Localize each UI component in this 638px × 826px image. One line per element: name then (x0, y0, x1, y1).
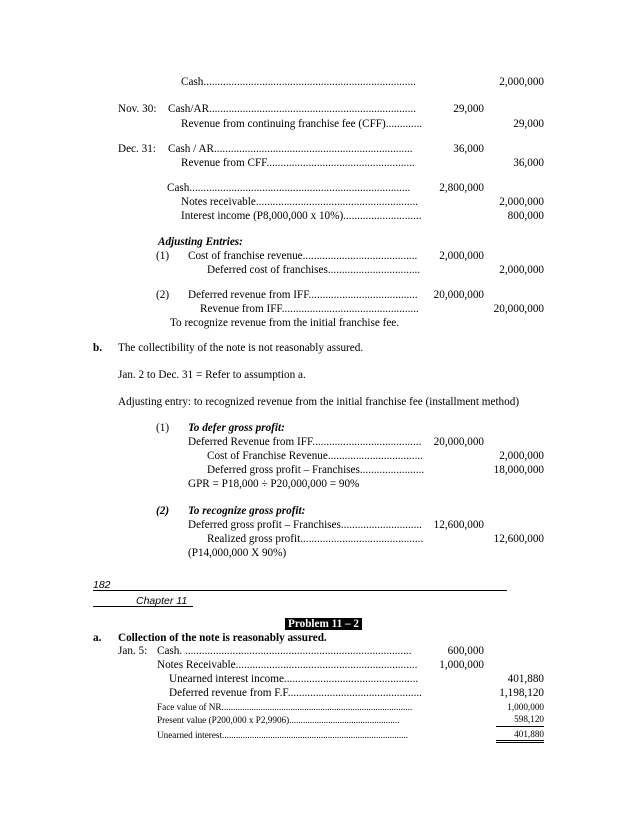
b-entry1-credit1-amount: 2,000,000 (499, 450, 544, 462)
b-entry1-credit2-amount: 18,000,000 (493, 464, 544, 476)
adj2-credit-amount: 20,000,000 (493, 303, 544, 315)
b-entry1-number: (1) (156, 422, 170, 434)
problem-uii-label: Unearned interest income................................................ (169, 673, 419, 685)
b-entry2-debit-amount: 12,600,000 (433, 519, 484, 531)
dec-date: Dec. 31: (118, 143, 156, 155)
page-number: 182 (93, 579, 111, 591)
problem-pv-amount: 598,120 (496, 713, 544, 727)
adj1-credit-label: Deferred cost of franchises................................. (207, 264, 421, 276)
problem-uii-amount: 401,880 (507, 673, 544, 685)
adj1-debit-label: Cost of franchise revenue......................................... (188, 250, 418, 262)
b-entry2-number: (2) (156, 505, 170, 517)
b-entry2-credit-label: Realized gross profit............................................ (207, 533, 424, 545)
b-entry1-title: To defer gross profit: (188, 422, 285, 434)
b-entry2-calc: (P14,000,000 X 90%) (188, 547, 287, 559)
problem-nr-label: Notes Receivable................................................................. (157, 659, 418, 671)
cash-entry-label: Cash............................................................................ (181, 76, 416, 88)
problem-ui-label: Unearned interest................................................................................. (157, 730, 409, 740)
notes-amount: 2,000,000 (499, 196, 544, 208)
problem-part-a-label: a. (93, 632, 102, 644)
problem-fv-label: Face value of NR................................................................................... (157, 702, 413, 712)
adj2-debit-label: Deferred revenue from IFF....................................... (188, 289, 418, 301)
problem-dr-label: Deferred revenue from F.F................................................ (169, 687, 422, 699)
problem-nr-amount: 1,000,000 (439, 659, 484, 671)
cash2-label: Cash............................................................................... (167, 182, 411, 194)
nov-date: Nov. 30: (118, 103, 157, 115)
b-entry2-title: To recognize gross profit: (188, 505, 306, 517)
cash2-amount: 2,800,000 (439, 182, 484, 194)
nov-debit-amount: 29,000 (453, 103, 484, 115)
adj2-number: (2) (156, 289, 170, 301)
adj1-credit-amount: 2,000,000 (499, 264, 544, 276)
chapter-label: Chapter 11 (136, 595, 188, 607)
b-entry1-credit2-label: Deferred gross profit – Franchises....................... (207, 464, 425, 476)
nov-debit-label: Cash/AR.......................................................................... (168, 103, 416, 115)
dec-debit-label: Cash / AR....................................................................... (168, 143, 413, 155)
problem-pv-label: Present value (P200,000 x P2,9906)................................................ (157, 715, 400, 725)
cash-entry-amount: 2,000,000 (499, 76, 544, 88)
problem-title: Problem 11 – 2 (285, 617, 362, 631)
adj2-note: To recognize revenue from the initial franchise fee. (170, 317, 400, 329)
footer-rule (93, 590, 507, 591)
problem-dr-amount: 1,198,120 (499, 687, 544, 699)
interest-amount: 800,000 (507, 210, 544, 222)
interest-label: Interest income (P8,000,000 x 10%)............................ (181, 210, 422, 222)
part-b-title: The collectibility of the note is not reasonably assured. (118, 342, 364, 354)
part-b-jan-line: Jan. 2 to Dec. 31 = Refer to assumption a. (118, 369, 306, 381)
adj2-debit-amount: 20,000,000 (433, 289, 484, 301)
problem-part-a-title: Collection of the note is reasonably assured. (118, 632, 327, 644)
problem-jan-date: Jan. 5: (118, 645, 148, 657)
dec-debit-amount: 36,000 (453, 143, 484, 155)
problem-cash-label: Cash. ................................................................................. (157, 645, 412, 657)
b-entry2-debit-label: Deferred gross profit – Franchises............................. (188, 519, 422, 531)
problem-fv-amount: 1,000,000 (507, 702, 544, 712)
adj1-debit-amount: 2,000,000 (439, 250, 484, 262)
adjusting-heading: Adjusting Entries: (158, 236, 243, 248)
dec-credit-amount: 36,000 (513, 157, 544, 169)
dec-credit-label: Revenue from CFF..................................................... (181, 157, 415, 169)
part-b-label: b. (93, 342, 103, 354)
problem-cash-amount: 600,000 (447, 645, 484, 657)
b-entry1-debit-label: Deferred Revenue from IFF....................................... (188, 436, 422, 448)
part-b-adjusting-intro: Adjusting entry: to recognized revenue from the initial franchise fee (installment method) (118, 396, 520, 408)
notes-label: Notes receivable.......................................................... (181, 196, 419, 208)
b-entry1-credit1-label: Cost of Franchise Revenue.................................. (207, 450, 423, 462)
adj1-number: (1) (156, 250, 170, 262)
b-entry2-credit-amount: 12,600,000 (493, 533, 544, 545)
b-entry1-debit-amount: 20,000,000 (433, 436, 484, 448)
nov-credit-amount: 29,000 (513, 118, 544, 130)
chapter-rule (93, 606, 193, 607)
problem-ui-amount: 401,880 (496, 728, 544, 743)
nov-credit-label: Revenue from continuing franchise fee (CFF)............. (181, 118, 423, 130)
adj2-credit-label: Revenue from IFF................................................. (200, 303, 419, 315)
b-entry1-gpr: GPR = P18,000 ÷ P20,000,000 = 90% (188, 478, 360, 490)
